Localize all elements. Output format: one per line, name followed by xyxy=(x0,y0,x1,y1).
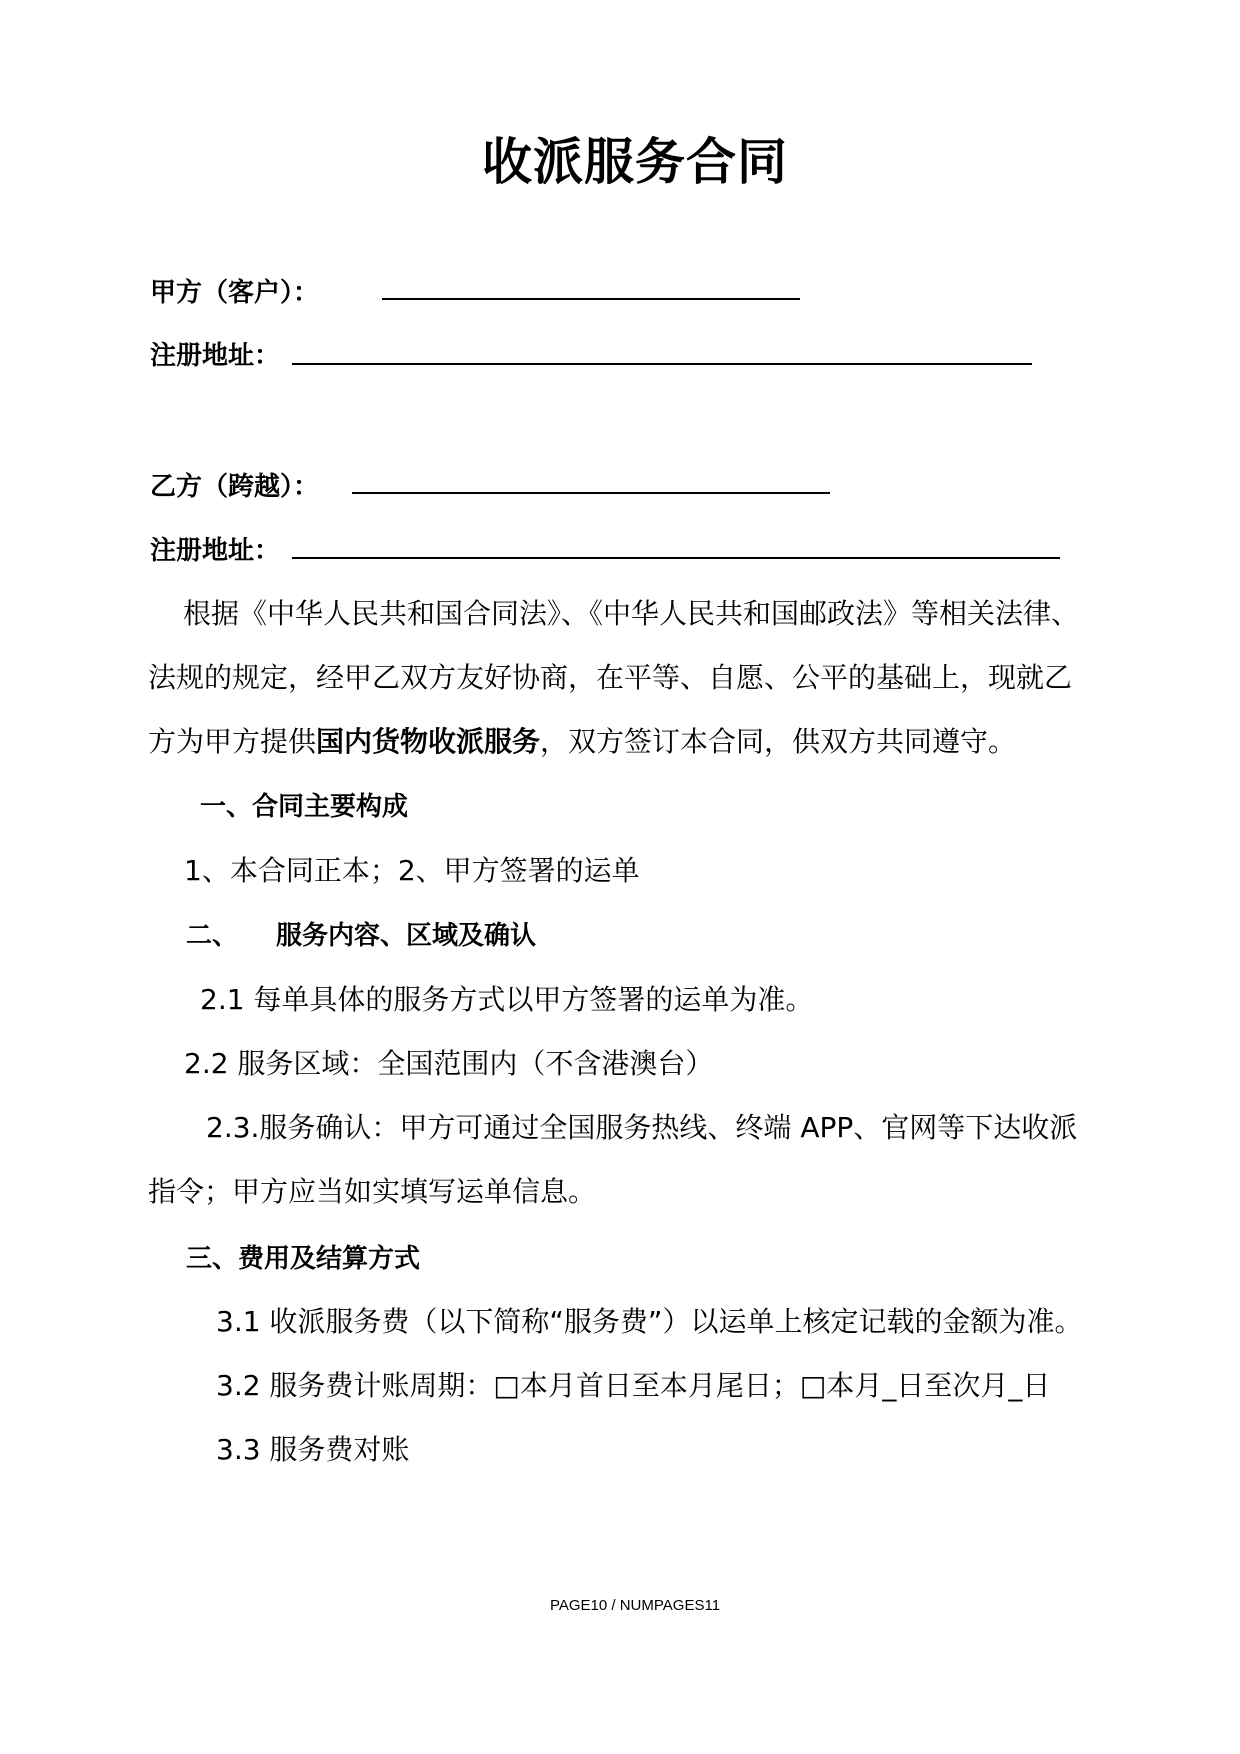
section-2-item-2: 2.2 服务区域：全国范围内（不含港澳台） xyxy=(184,1047,714,1080)
section-1-heading: 一、合同主要构成 xyxy=(200,792,409,822)
party-b-address-field[interactable] xyxy=(292,557,1060,559)
section-2-heading-number: 二、 xyxy=(186,921,239,951)
section-2-item-3-line-2: 指令；甲方应当如实填写运单信息。 xyxy=(148,1175,597,1208)
service-name-bold: 国内货物收派服务 xyxy=(316,725,541,758)
section-2-heading: 服务内容、区域及确认 xyxy=(276,921,537,951)
party-a-label: 甲方（客户）： xyxy=(150,278,320,308)
preamble-line-3 xyxy=(148,720,1016,760)
page-footer: PAGE10 / NUMPAGES11 xyxy=(549,1597,721,1614)
party-b-label: 乙方（跨越）： xyxy=(150,472,320,502)
section-1-item: 1、本合同正本；2、甲方签署的运单 xyxy=(184,854,640,887)
document-title: 收派服务合同 xyxy=(482,132,788,191)
section-3-heading: 三、费用及结算方式 xyxy=(186,1244,421,1274)
section-2-item-3-line-1: 2.3.服务确认：甲方可通过全国服务热线、终端 APP、官网等下达收派 xyxy=(206,1111,1078,1144)
party-a-name-field[interactable] xyxy=(382,298,800,300)
preamble-line-1: 根据《中华人民共和国合同法》、《中华人民共和国邮政法》等相关法律、 xyxy=(183,597,1080,630)
party-b-address-label: 注册地址： xyxy=(150,536,281,566)
section-3-item-3: 3.3 服务费对账 xyxy=(216,1433,410,1466)
preamble-line-2: 法规的规定，经甲乙双方友好协商，在平等、自愿、公平的基础上，现就乙 xyxy=(148,661,1073,694)
preamble-line-3-pre: 方为甲方提供 xyxy=(148,725,317,758)
preamble-line-3-post: ，双方签订本合同，供双方共同遵守。 xyxy=(540,725,1017,758)
party-a-address-field[interactable] xyxy=(292,363,1032,365)
party-a-address-label: 注册地址： xyxy=(150,341,281,371)
section-3-item-2: 3.2 服务费计账周期：□本月首日至本月尾日；□本月_日至次月_日 xyxy=(216,1369,1051,1402)
section-3-item-1: 3.1 收派服务费（以下简称“服务费”）以运单上核定记载的金额为准。 xyxy=(216,1305,1083,1338)
party-b-name-field[interactable] xyxy=(352,492,830,494)
section-2-item-1: 2.1 每单具体的服务方式以甲方签署的运单为准。 xyxy=(200,983,814,1016)
